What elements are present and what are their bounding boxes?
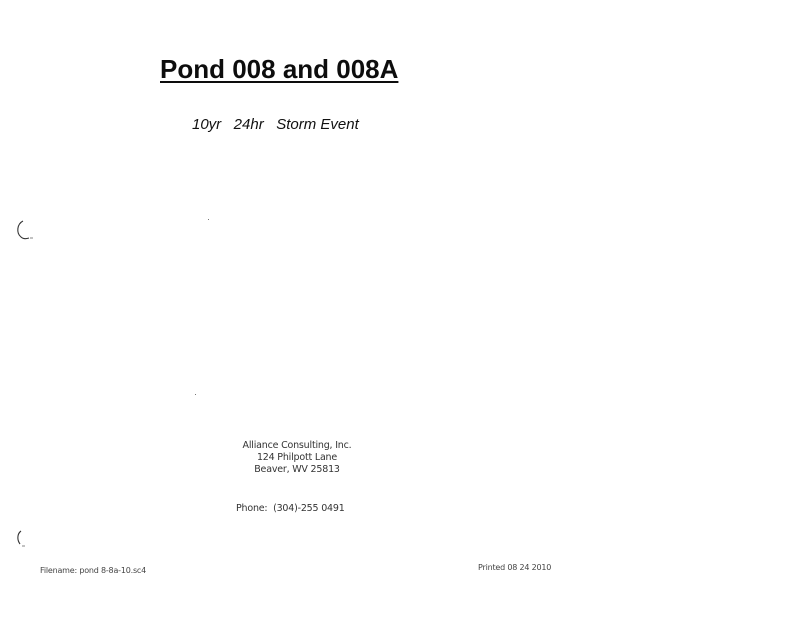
company-name: Alliance Consulting, Inc.: [242, 440, 352, 451]
document-title: Pond 008 and 008A: [160, 54, 399, 84]
scan-speck: [208, 219, 209, 220]
scan-speck: [195, 394, 196, 395]
filename-label: Filename: pond 8-8a-10.sc4: [40, 566, 147, 575]
street-address: 124 Philpott Lane: [256, 452, 338, 463]
phone-number: Phone: (304)-255 0491: [236, 503, 345, 514]
company-address-block: [222, 440, 372, 476]
printed-date: Printed 08 24 2010: [478, 563, 552, 572]
storm-event-subtitle: 10yr 24hr Storm Event: [192, 116, 359, 133]
city-state-zip: Beaver, WV 25813: [254, 464, 340, 475]
hole-punch-mark-top: [14, 218, 36, 242]
hole-punch-mark-bottom: [14, 528, 30, 550]
